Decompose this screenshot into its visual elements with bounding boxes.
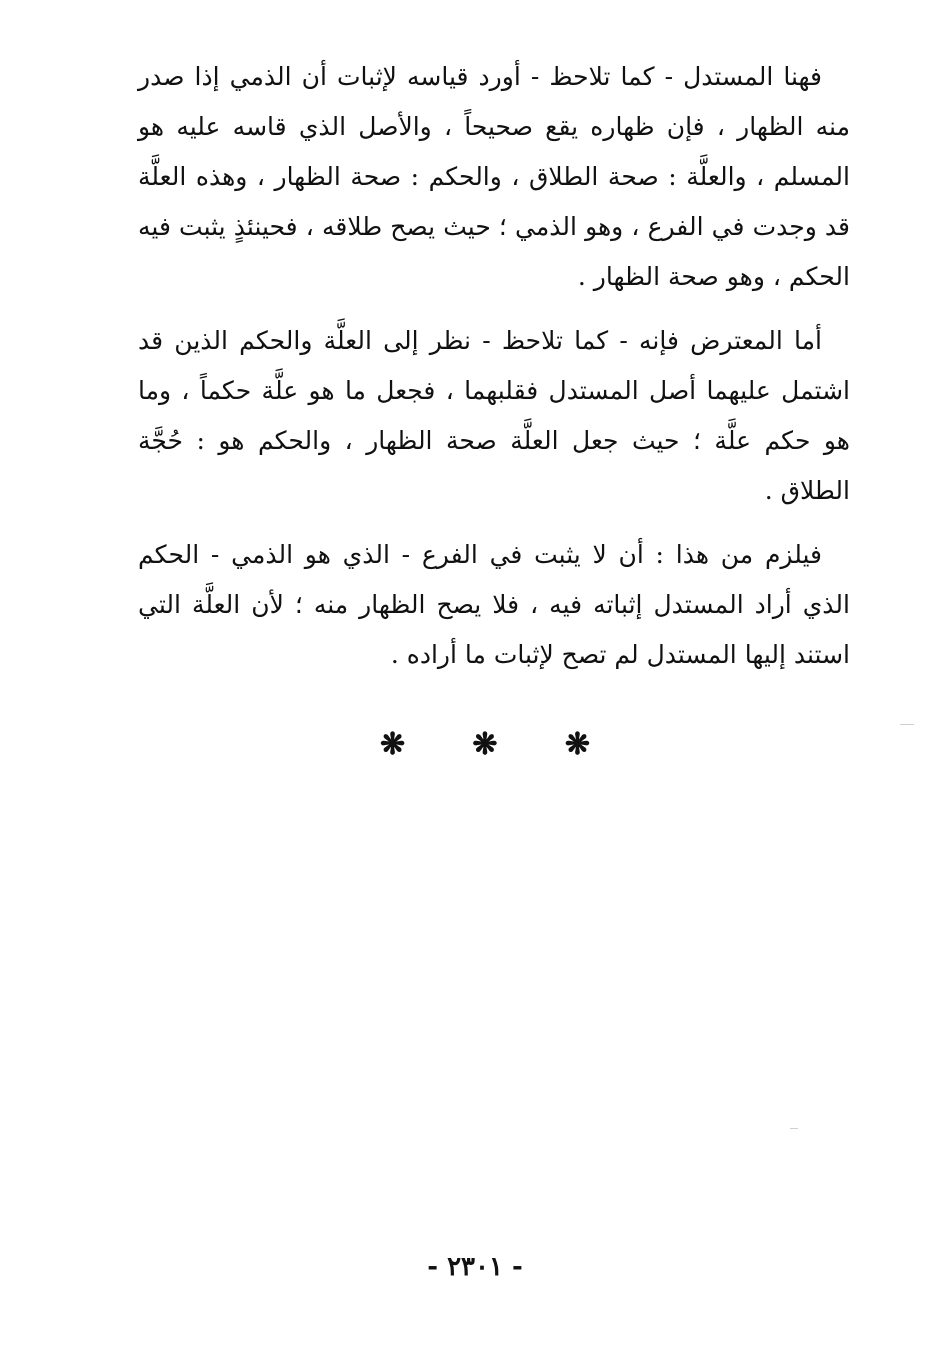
section-separator	[380, 722, 590, 766]
asterism-icon: ❋	[472, 726, 498, 762]
scan-mark	[790, 1128, 798, 1129]
paragraph-2: أما المعترض فإنه - كما تلاحظ - نظر إلى العلَّة والحكم الذين قد اشتمل عليهما أصل المستدل فقلبهما ، فجعل ما هو علَّة حكماً ، وما هو حكم علَّة ؛ حيث جعل العلَّة صحة الظهار ، والحكم هو : حُجَّة الطلاق .	[138, 326, 850, 505]
asterism-icon: ❋	[564, 726, 590, 762]
paragraph-3: فيلزم من هذا : أن لا يثبت في الفرع - الذي هو الذمي - الحكم الذي أراد المستدل إثباته فيه ، فلا يصح الظهار منه ؛ لأن العلَّة التي استند إليها المستدل لم تصح لإثبات ما أراده .	[138, 540, 850, 669]
page-number: - ٢٣٠١ -	[427, 1252, 523, 1282]
body-text	[138, 52, 850, 694]
paragraph-1: فهنا المستدل - كما تلاحظ - أورد قياسه لإثبات أن الذمي إذا صدر منه الظهار ، فإن ظهاره يقع صحيحاً ، والأصل الذي قاسه عليه هو المسلم ، والعلَّة : صحة الطلاق ، والحكم : صحة الظهار ، وهذه العلَّة قد وجدت في الفرع ، وهو الذمي ؛ حيث يصح طلاقه ، فحينئذٍ يثبت فيه الحكم ، وهو صحة الظهار .	[138, 62, 850, 291]
asterism-icon: ❋	[380, 726, 406, 762]
scan-mark	[900, 724, 914, 725]
